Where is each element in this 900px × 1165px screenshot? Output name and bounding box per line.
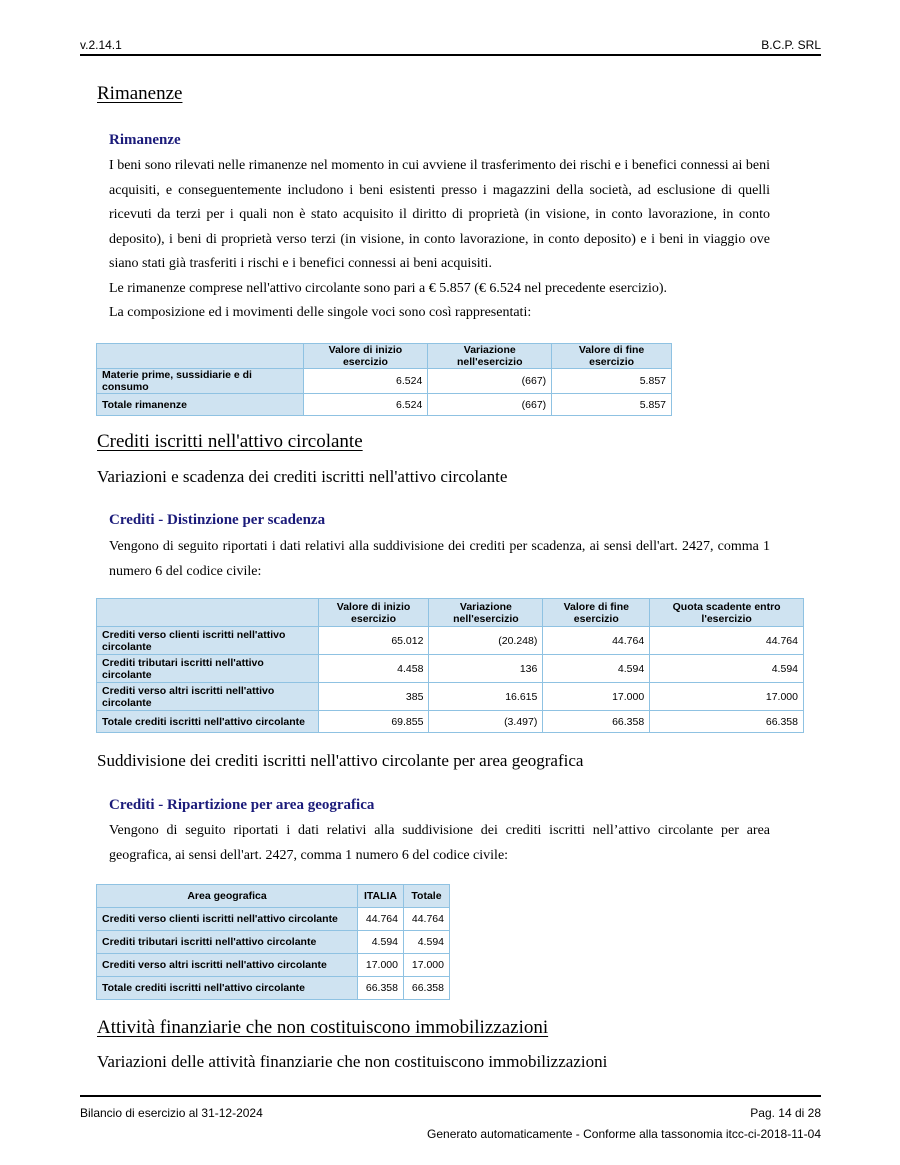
table-row — [97, 394, 672, 416]
table-header-row — [97, 885, 450, 908]
row-label: Totale crediti iscritti nell'attivo circolante — [97, 977, 358, 1000]
table-cell: 66.358 — [543, 711, 650, 733]
table-cell: 385 — [318, 683, 429, 711]
table-row — [97, 683, 804, 711]
footer-generated-note: Generato automaticamente - Conforme alla tassonomia itcc-ci-2018-11-04 — [427, 1127, 821, 1141]
table-row — [97, 931, 450, 954]
table-cell: 44.764 — [358, 908, 404, 931]
table-cell: 5.857 — [552, 369, 672, 394]
crediti-subtitle-area: Suddivisione dei crediti iscritti nell'attivo circolante per area geografica — [97, 751, 584, 770]
table-cell: (667) — [428, 369, 552, 394]
row-label: Totale rimanenze — [97, 394, 304, 416]
box-title-area: Crediti - Ripartizione per area geografica — [109, 797, 375, 813]
row-label: Crediti verso altri iscritti nell'attivo circolante — [97, 683, 319, 711]
table-cell: 69.855 — [318, 711, 429, 733]
section-title-crediti: Crediti iscritti nell'attivo circolante — [97, 431, 363, 452]
table-cell: 44.764 — [650, 627, 804, 655]
table-header-cell: Area geografica — [97, 885, 358, 908]
table-cell: 65.012 — [318, 627, 429, 655]
table-cell: 4.458 — [318, 655, 429, 683]
table-row — [97, 369, 672, 394]
box-title-rimanenze: Rimanenze — [109, 132, 181, 148]
row-label: Crediti verso altri iscritti nell'attivo circolante — [97, 954, 358, 977]
rimanenze-table — [96, 343, 672, 416]
section-title-attivita: Attività finanziarie che non costituiscono immobilizzazioni — [97, 1017, 549, 1038]
table-cell: 66.358 — [404, 977, 450, 1000]
table-header-cell: Variazione nell'esercizio — [428, 344, 552, 369]
table-header-cell — [97, 599, 319, 627]
table-cell: 44.764 — [543, 627, 650, 655]
table-header-cell: Variazione nell'esercizio — [429, 599, 543, 627]
table-row — [97, 711, 804, 733]
table-cell: (667) — [428, 394, 552, 416]
table-cell: 4.594 — [358, 931, 404, 954]
company-name: B.C.P. SRL — [761, 38, 821, 52]
table-row — [97, 954, 450, 977]
table-cell: 17.000 — [543, 683, 650, 711]
table-cell: 5.857 — [552, 394, 672, 416]
row-label: Materie prime, sussidiarie e di consumo — [97, 369, 304, 394]
crediti-paragraph-2: Vengono di seguito riportati i dati relativi alla suddivisione dei crediti iscritti nell’attivo circolante per area geografica, ai sensi dell'art. 2427, comma 1 numero 6 del codice civile: — [109, 823, 770, 863]
row-label: Totale crediti iscritti nell'attivo circolante — [97, 711, 319, 733]
table-header-cell: Totale — [404, 885, 450, 908]
box-title-scadenza: Crediti - Distinzione per scadenza — [109, 512, 326, 528]
table-cell: 16.615 — [429, 683, 543, 711]
table-header-cell — [97, 344, 304, 369]
table-header-cell: Quota scadente entro l'esercizio — [650, 599, 804, 627]
table-cell: 4.594 — [543, 655, 650, 683]
crediti-scadenza-text — [109, 535, 770, 584]
table-cell: 6.524 — [303, 394, 428, 416]
table-row — [97, 908, 450, 931]
table-cell: 44.764 — [404, 908, 450, 931]
crediti-scadenza-table — [96, 598, 804, 733]
table-header-cell: ITALIA — [358, 885, 404, 908]
table-cell: 66.358 — [358, 977, 404, 1000]
table-row — [97, 655, 804, 683]
rimanenze-paragraph-2: Le rimanenze comprese nell'attivo circolante sono pari a € 5.857 (€ 6.524 nel precedente esercizio). — [109, 280, 668, 296]
header-rule — [80, 54, 821, 56]
table-cell: 4.594 — [650, 655, 804, 683]
crediti-subtitle-scadenza: Variazioni e scadenza dei crediti iscritti nell'attivo circolante — [97, 467, 508, 486]
rimanenze-paragraph-3: La composizione ed i movimenti delle singole voci sono così rappresentati: — [109, 305, 532, 320]
crediti-paragraph-1: Vengono di seguito riportati i dati relativi alla suddivisione dei crediti per scadenza, ai sensi dell'art. 2427, comma 1 numero 6 del codice civile: — [109, 539, 770, 579]
row-label: Crediti tributari iscritti nell'attivo circolante — [97, 655, 319, 683]
row-label: Crediti verso clienti iscritti nell'attivo circolante — [97, 627, 319, 655]
footer-document-label: Bilancio di esercizio al 31-12-2024 — [80, 1106, 263, 1120]
table-cell: 66.358 — [650, 711, 804, 733]
page-number: Pag. 14 di 28 — [750, 1106, 821, 1120]
table-cell: 17.000 — [650, 683, 804, 711]
table-header-cell: Valore di fine esercizio — [552, 344, 672, 369]
rimanenze-paragraph-1: I beni sono rilevati nelle rimanenze nel momento in cui avviene il trasferimento dei rischi e i benefici connessi ai beni acquisiti, e conseguentemente includono i beni esistenti presso i magazzini della società, ad esclusione di quelli ricevuti da terzi per i quali non è stato acquisito il diritto di proprietà (in visione, in conto lavorazione, in conto deposito), i beni di proprietà verso terzi (in visione, in conto lavorazione, in conto deposito) e i beni in viaggio ove siano stati già trasferiti i rischi e i benefici connessi ai beni acquisiti. — [109, 158, 770, 271]
table-header-row — [97, 599, 804, 627]
table-cell: 6.524 — [303, 369, 428, 394]
table-row — [97, 627, 804, 655]
table-cell: 17.000 — [358, 954, 404, 977]
attivita-subtitle: Variazioni delle attività finanziarie che non costituiscono immobilizzazioni — [97, 1052, 608, 1071]
table-cell: (3.497) — [429, 711, 543, 733]
crediti-area-table — [96, 884, 450, 1000]
row-label: Crediti tributari iscritti nell'attivo circolante — [97, 931, 358, 954]
table-cell: 136 — [429, 655, 543, 683]
table-header-row — [97, 344, 672, 369]
rimanenze-text — [109, 154, 770, 326]
table-cell: 4.594 — [404, 931, 450, 954]
crediti-area-text — [109, 819, 770, 868]
table-cell: (20.248) — [429, 627, 543, 655]
version-label: v.2.14.1 — [80, 38, 122, 52]
table-row — [97, 977, 450, 1000]
section-title-rimanenze: Rimanenze — [97, 83, 183, 104]
row-label: Crediti verso clienti iscritti nell'attivo circolante — [97, 908, 358, 931]
table-header-cell: Valore di inizio esercizio — [318, 599, 429, 627]
table-cell: 17.000 — [404, 954, 450, 977]
footer-rule — [80, 1095, 821, 1097]
table-header-cell: Valore di fine esercizio — [543, 599, 650, 627]
table-header-cell: Valore di inizio esercizio — [303, 344, 428, 369]
